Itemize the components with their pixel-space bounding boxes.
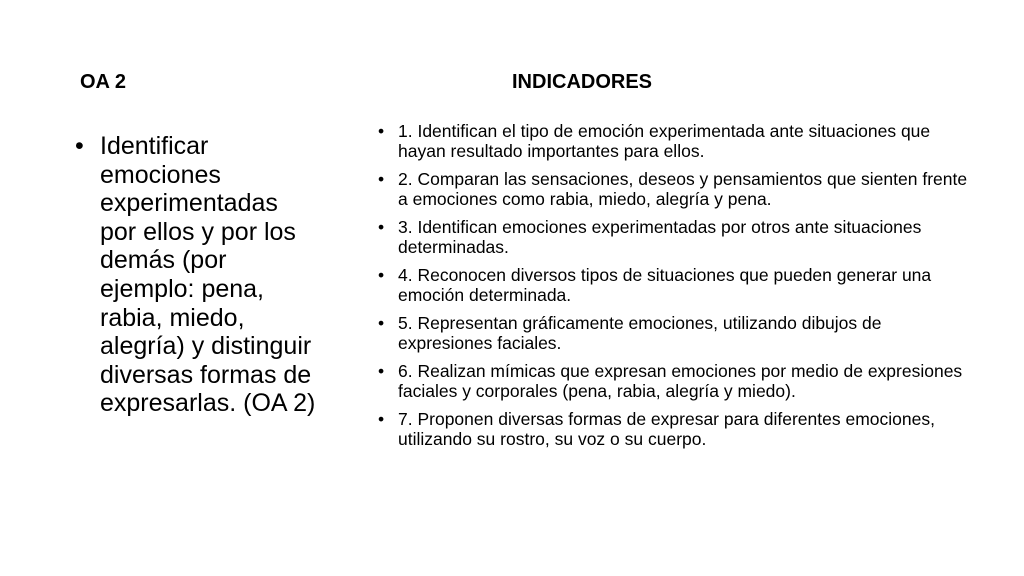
indicator-text: 3. Identifican emociones experimentadas por otros ante situaciones determinadas.	[398, 217, 922, 257]
indicator-text: 6. Realizan mímicas que expresan emociones por medio de expresiones faciales y corporales (pena, rabia, alegría y miedo).	[398, 361, 963, 401]
bullet-icon: •	[378, 361, 385, 381]
oa-heading: OA 2	[80, 71, 126, 93]
indicator-item	[378, 314, 968, 353]
objective-item	[75, 132, 320, 418]
bullet-icon: •	[378, 121, 385, 141]
bullet-icon: •	[378, 409, 385, 429]
indicator-text: 4. Reconocen diversos tipos de situaciones que pueden generar una emoción determinada.	[398, 265, 932, 305]
indicator-item	[378, 362, 968, 401]
bullet-icon: •	[378, 313, 385, 333]
bullet-icon: •	[378, 265, 385, 285]
objective-text: Identificar emociones experimentadas por ellos y por los demás (por ejemplo: pena, rabia, miedo, alegría) y distinguir diversas formas de expresarlas. (OA 2)	[100, 132, 316, 418]
indicadores-heading: INDICADORES	[512, 71, 653, 93]
indicator-item	[378, 266, 968, 305]
indicator-item	[378, 122, 968, 161]
indicator-text: 7. Proponen diversas formas de expresar para diferentes emociones, utilizando su rostro, su voz o su cuerpo.	[398, 409, 935, 449]
bullet-icon: •	[378, 169, 385, 189]
objective-list	[75, 132, 320, 418]
bullet-icon: •	[75, 132, 84, 160]
indicator-list	[378, 122, 968, 458]
indicator-text: 1. Identifican el tipo de emoción experimentada ante situaciones que hayan resultado importantes para ellos.	[398, 121, 931, 161]
indicator-item	[378, 410, 968, 449]
indicator-item	[378, 170, 968, 209]
indicator-item	[378, 218, 968, 257]
indicator-text: 2. Comparan las sensaciones, deseos y pensamientos que sienten frente a emociones como rabia, miedo, alegría y pena.	[398, 169, 968, 209]
indicator-text: 5. Representan gráficamente emociones, utilizando dibujos de expresiones faciales.	[398, 313, 882, 353]
bullet-icon: •	[378, 217, 385, 237]
